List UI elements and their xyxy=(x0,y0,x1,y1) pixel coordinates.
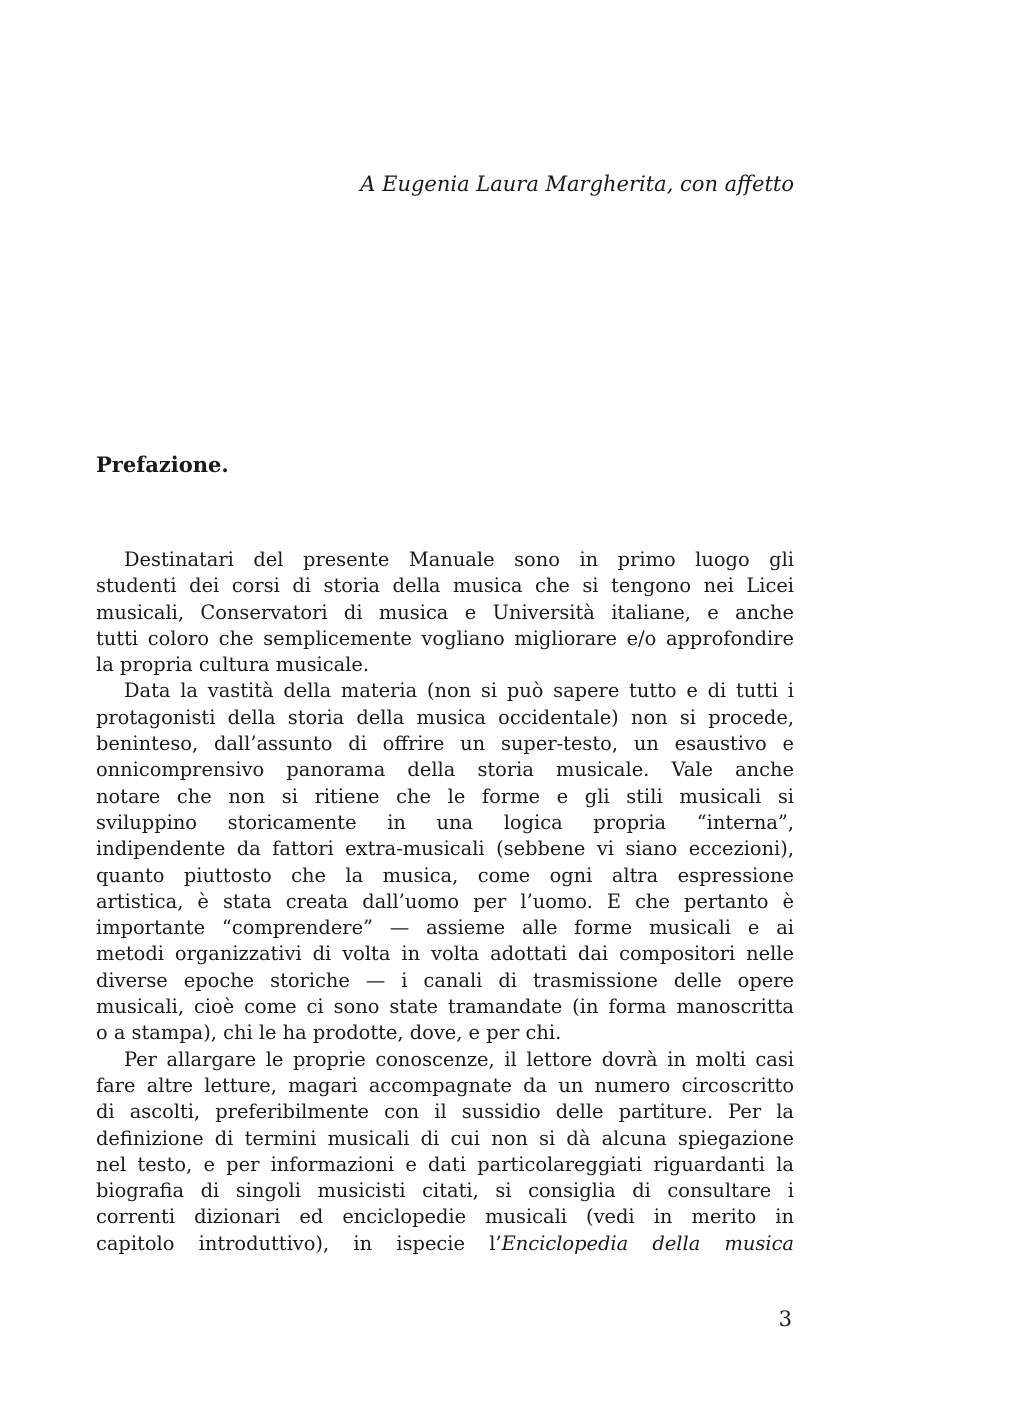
text-line xyxy=(96,1231,794,1257)
text-line: tutti coloro che semplicemente vogliano migliorare e/o approfondire xyxy=(96,626,794,650)
book-title-italic: Enciclopedia della musica xyxy=(501,1231,794,1255)
page-number: 3 xyxy=(778,1307,792,1331)
text-line: beninteso, dall’assunto di offrire un super-testo, un esaustivo e xyxy=(96,732,794,756)
text-line: la propria cultura musicale. xyxy=(96,653,370,677)
paragraph-2 xyxy=(96,678,794,1046)
text-line: correnti dizionari ed enciclopedie musicali (vedi in merito in xyxy=(96,1205,794,1229)
text-line: fare altre letture, magari accompagnate da un numero circoscritto xyxy=(96,1073,794,1097)
text-line: onnicomprensivo panorama della storia musicale. Vale anche xyxy=(96,758,794,782)
text-line: musicali, cioè come ci sono state tramandate (in forma manoscritta xyxy=(96,995,794,1019)
text-line: Destinatari del presente Manuale sono in primo luogo gli xyxy=(124,548,794,571)
body-text xyxy=(96,547,794,1257)
text-line: biografia di singoli musicisti citati, si consiglia di consultare i xyxy=(96,1179,794,1203)
text-line: protagonisti della storia della musica occidentale) non si procede, xyxy=(96,705,794,729)
paragraph-3 xyxy=(96,1047,794,1257)
text-line: di ascolti, preferibilmente con il sussidio delle partiture. Per la xyxy=(96,1100,794,1124)
text-line: definizione di termini musicali di cui non si dà alcuna spiegazione xyxy=(96,1126,794,1150)
text-line: Per allargare le proprie conoscenze, il lettore dovrà in molti casi xyxy=(124,1047,794,1071)
text-line: artistica, è stata creata dall’uomo per l’uomo. E che pertanto è xyxy=(96,889,794,913)
text-line: Data la vastità della materia (non si può sapere tutto e di tutti i xyxy=(124,679,794,703)
dedication: A Eugenia Laura Margherita, con affetto xyxy=(360,172,794,196)
paragraph-1 xyxy=(96,547,794,678)
text-line: o a stampa), chi le ha prodotte, dove, e per chi. xyxy=(96,1021,562,1045)
text-line: indipendente da fattori extra-musicali (sebbene vi siano eccezioni), xyxy=(96,837,794,861)
text-line: sviluppino storicamente in una logica propria “interna”, xyxy=(96,810,794,834)
text-line: quanto piuttosto che la musica, come ogni altra espressione xyxy=(96,863,794,887)
text-line: nel testo, e per informazioni e dati particolareggiati riguardanti la xyxy=(96,1152,794,1176)
section-heading: Prefazione. xyxy=(96,452,229,477)
text-line: musicali, Conservatori di musica e Università italiane, e anche xyxy=(96,600,794,624)
text-line: diverse epoche storiche — i canali di trasmissione delle opere xyxy=(96,968,794,992)
text-line: studenti dei corsi di storia della musica che si tengono nei Licei xyxy=(96,574,794,598)
text-line: metodi organizzativi di volta in volta adottati dai compositori nelle xyxy=(96,942,794,966)
text-line-prefix: capitolo introduttivo), in ispecie l’ xyxy=(96,1231,502,1255)
text-line: notare che non si ritiene che le forme e gli stili musicali si xyxy=(96,784,794,808)
text-line: importante “comprendere” — assieme alle forme musicali e ai xyxy=(96,916,794,940)
